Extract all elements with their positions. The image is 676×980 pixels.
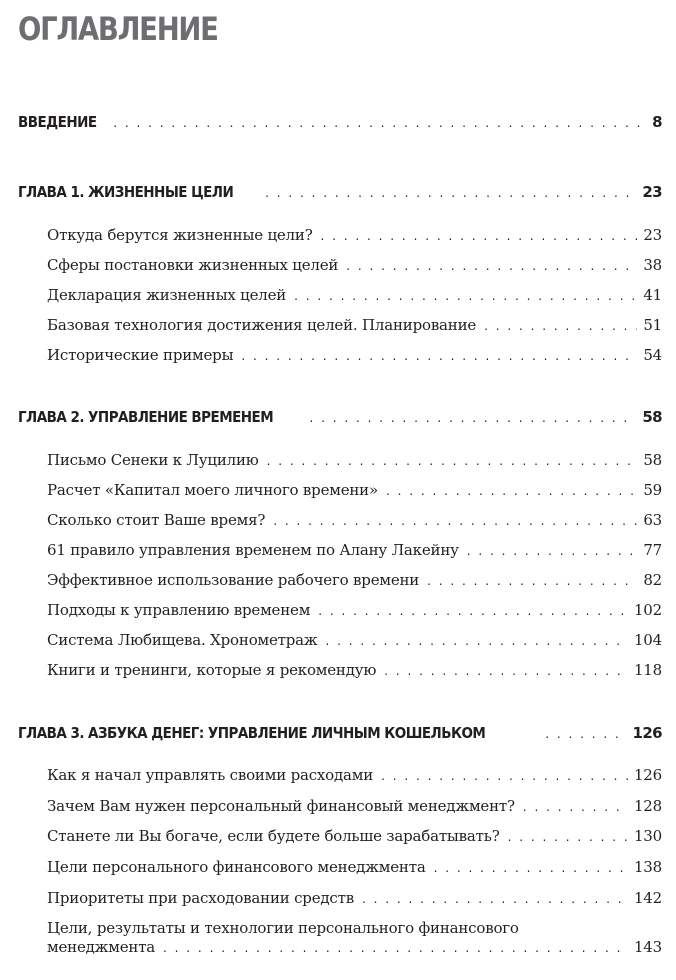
toc-entry[interactable] — [47, 226, 662, 244]
toc-chapter-1[interactable] — [18, 183, 662, 201]
leader-dots — [326, 634, 628, 648]
leader-dots — [318, 604, 628, 618]
leader-dots — [163, 939, 628, 958]
toc-entry-title: Эффективное использование рабочего времени — [47, 571, 420, 589]
toc-entry[interactable] — [47, 286, 662, 304]
leader-dots — [241, 349, 637, 363]
toc-page-number: 58 — [643, 451, 662, 469]
toc-entry-title: Зачем Вам нужен персональный финансовый менеджмент? — [47, 797, 515, 815]
toc-entry[interactable] — [47, 346, 662, 364]
page-title: ОГЛАВЛЕНИЕ — [18, 10, 218, 48]
toc-page-number: 77 — [643, 541, 662, 559]
toc-entry[interactable] — [47, 858, 662, 876]
toc-entry-title: Откуда берутся жизненные цели? — [47, 226, 313, 244]
toc-page-number: 41 — [643, 286, 662, 304]
toc-entry[interactable] — [47, 316, 662, 334]
toc-page-number: 143 — [633, 938, 662, 956]
toc-page-number: 138 — [633, 858, 662, 876]
toc-entry[interactable] — [47, 661, 662, 679]
toc-entry-title: Исторические примеры — [47, 346, 234, 364]
toc-entry[interactable] — [47, 511, 662, 529]
leader-dots — [384, 664, 628, 678]
toc-page-number: 142 — [633, 889, 662, 907]
leader-dots — [523, 800, 628, 814]
toc-page-number: 8 — [652, 113, 662, 131]
toc-entry[interactable] — [47, 631, 662, 649]
leader-dots — [386, 484, 637, 498]
toc-page-number: 54 — [643, 346, 662, 364]
toc-page-number: 128 — [633, 797, 662, 815]
toc-entry[interactable] — [47, 797, 662, 815]
toc-entry-title: Декларация жизненных целей — [47, 286, 287, 304]
toc-page-number: 118 — [633, 661, 662, 679]
leader-dots — [267, 454, 638, 468]
toc-entry[interactable] — [47, 451, 662, 469]
toc-entry-title: Письмо Сенеки к Луцилию — [47, 451, 259, 469]
toc-page-number: 38 — [643, 256, 662, 274]
toc-entry-line2 — [47, 938, 662, 958]
toc-page-number: 23 — [642, 183, 662, 201]
leader-dots — [346, 259, 637, 273]
toc-entry[interactable] — [47, 256, 662, 274]
toc-entry-title: 61 правило управления временем по Алану Лакейну — [47, 541, 459, 559]
toc-page-number: 130 — [633, 827, 662, 845]
toc-page-number: 102 — [633, 601, 662, 619]
leader-dots — [427, 574, 637, 588]
toc-page-number: 63 — [643, 511, 662, 529]
chapter-heading: ГЛАВА 2. УПРАВЛЕНИЕ ВРЕМЕНЕМ — [18, 408, 274, 426]
leader-dots — [434, 861, 628, 875]
toc-entry-title: Цели, результаты и технологии персонального финансового — [47, 919, 519, 937]
toc-page-number: 23 — [643, 226, 662, 244]
toc-chapter-2[interactable] — [18, 408, 662, 426]
toc-entry[interactable] — [47, 541, 662, 559]
chapter-heading: ГЛАВА 1. ЖИЗНЕННЫЕ ЦЕЛИ — [18, 183, 234, 201]
toc-page-number: 82 — [643, 571, 662, 589]
leader-dots — [113, 116, 646, 130]
toc-entry-title: Книги и тренинги, которые я рекомендую — [47, 661, 377, 679]
leader-dots — [381, 769, 628, 783]
toc-entry-title: Сколько стоит Ваше время? — [47, 511, 266, 529]
leader-dots — [545, 727, 626, 741]
toc-entry[interactable] — [47, 481, 662, 499]
toc-entry-title: Станете ли Вы богаче, если будете больше зарабатывать? — [47, 827, 500, 845]
toc-entry[interactable] — [47, 601, 662, 619]
toc-entry-title-continued: менеджмента — [47, 938, 156, 956]
toc-page-number: 51 — [643, 316, 662, 334]
chapter-heading: ГЛАВА 3. АЗБУКА ДЕНЕГ: УПРАВЛЕНИЕ ЛИЧНЫМ КОШЕЛЬКОМ — [18, 724, 486, 742]
toc-entry-title: Базовая технология достижения целей. Планирование — [47, 316, 477, 334]
toc-entry-title: Подходы к управлению временем — [47, 601, 311, 619]
toc-entry[interactable] — [47, 919, 662, 958]
toc-entry-title: Сферы постановки жизненных целей — [47, 256, 339, 274]
toc-entry-title: Цели персонального финансового менеджмента — [47, 858, 426, 876]
toc-page-number: 126 — [632, 724, 662, 742]
toc-entry[interactable] — [47, 571, 662, 589]
toc-page-number: 126 — [633, 766, 662, 784]
toc-entry-title: Расчет «Капитал моего личного времени» — [47, 481, 378, 499]
leader-dots — [321, 229, 638, 243]
toc-page-number: 104 — [633, 631, 662, 649]
toc-entry-title: Приоритеты при расходовании средств — [47, 889, 354, 907]
leader-dots — [309, 411, 636, 425]
toc-intro[interactable] — [18, 113, 662, 131]
toc-entry[interactable] — [47, 889, 662, 907]
toc-page-number: 58 — [642, 408, 662, 426]
toc-entry[interactable] — [47, 766, 662, 784]
toc-page-number: 59 — [643, 481, 662, 499]
toc-chapter-3[interactable] — [18, 724, 662, 742]
toc-entry-title: Система Любищева. Хронометраж — [47, 631, 318, 649]
leader-dots — [508, 830, 628, 844]
toc-entry[interactable] — [47, 827, 662, 845]
leader-dots — [294, 289, 637, 303]
leader-dots — [362, 892, 628, 906]
toc-entry-title: Как я начал управлять своими расходами — [47, 766, 374, 784]
leader-dots — [484, 319, 637, 333]
leader-dots — [273, 514, 637, 528]
toc-intro-label: ВВЕДЕНИЕ — [18, 113, 97, 131]
leader-dots — [467, 544, 638, 558]
leader-dots — [265, 186, 636, 200]
